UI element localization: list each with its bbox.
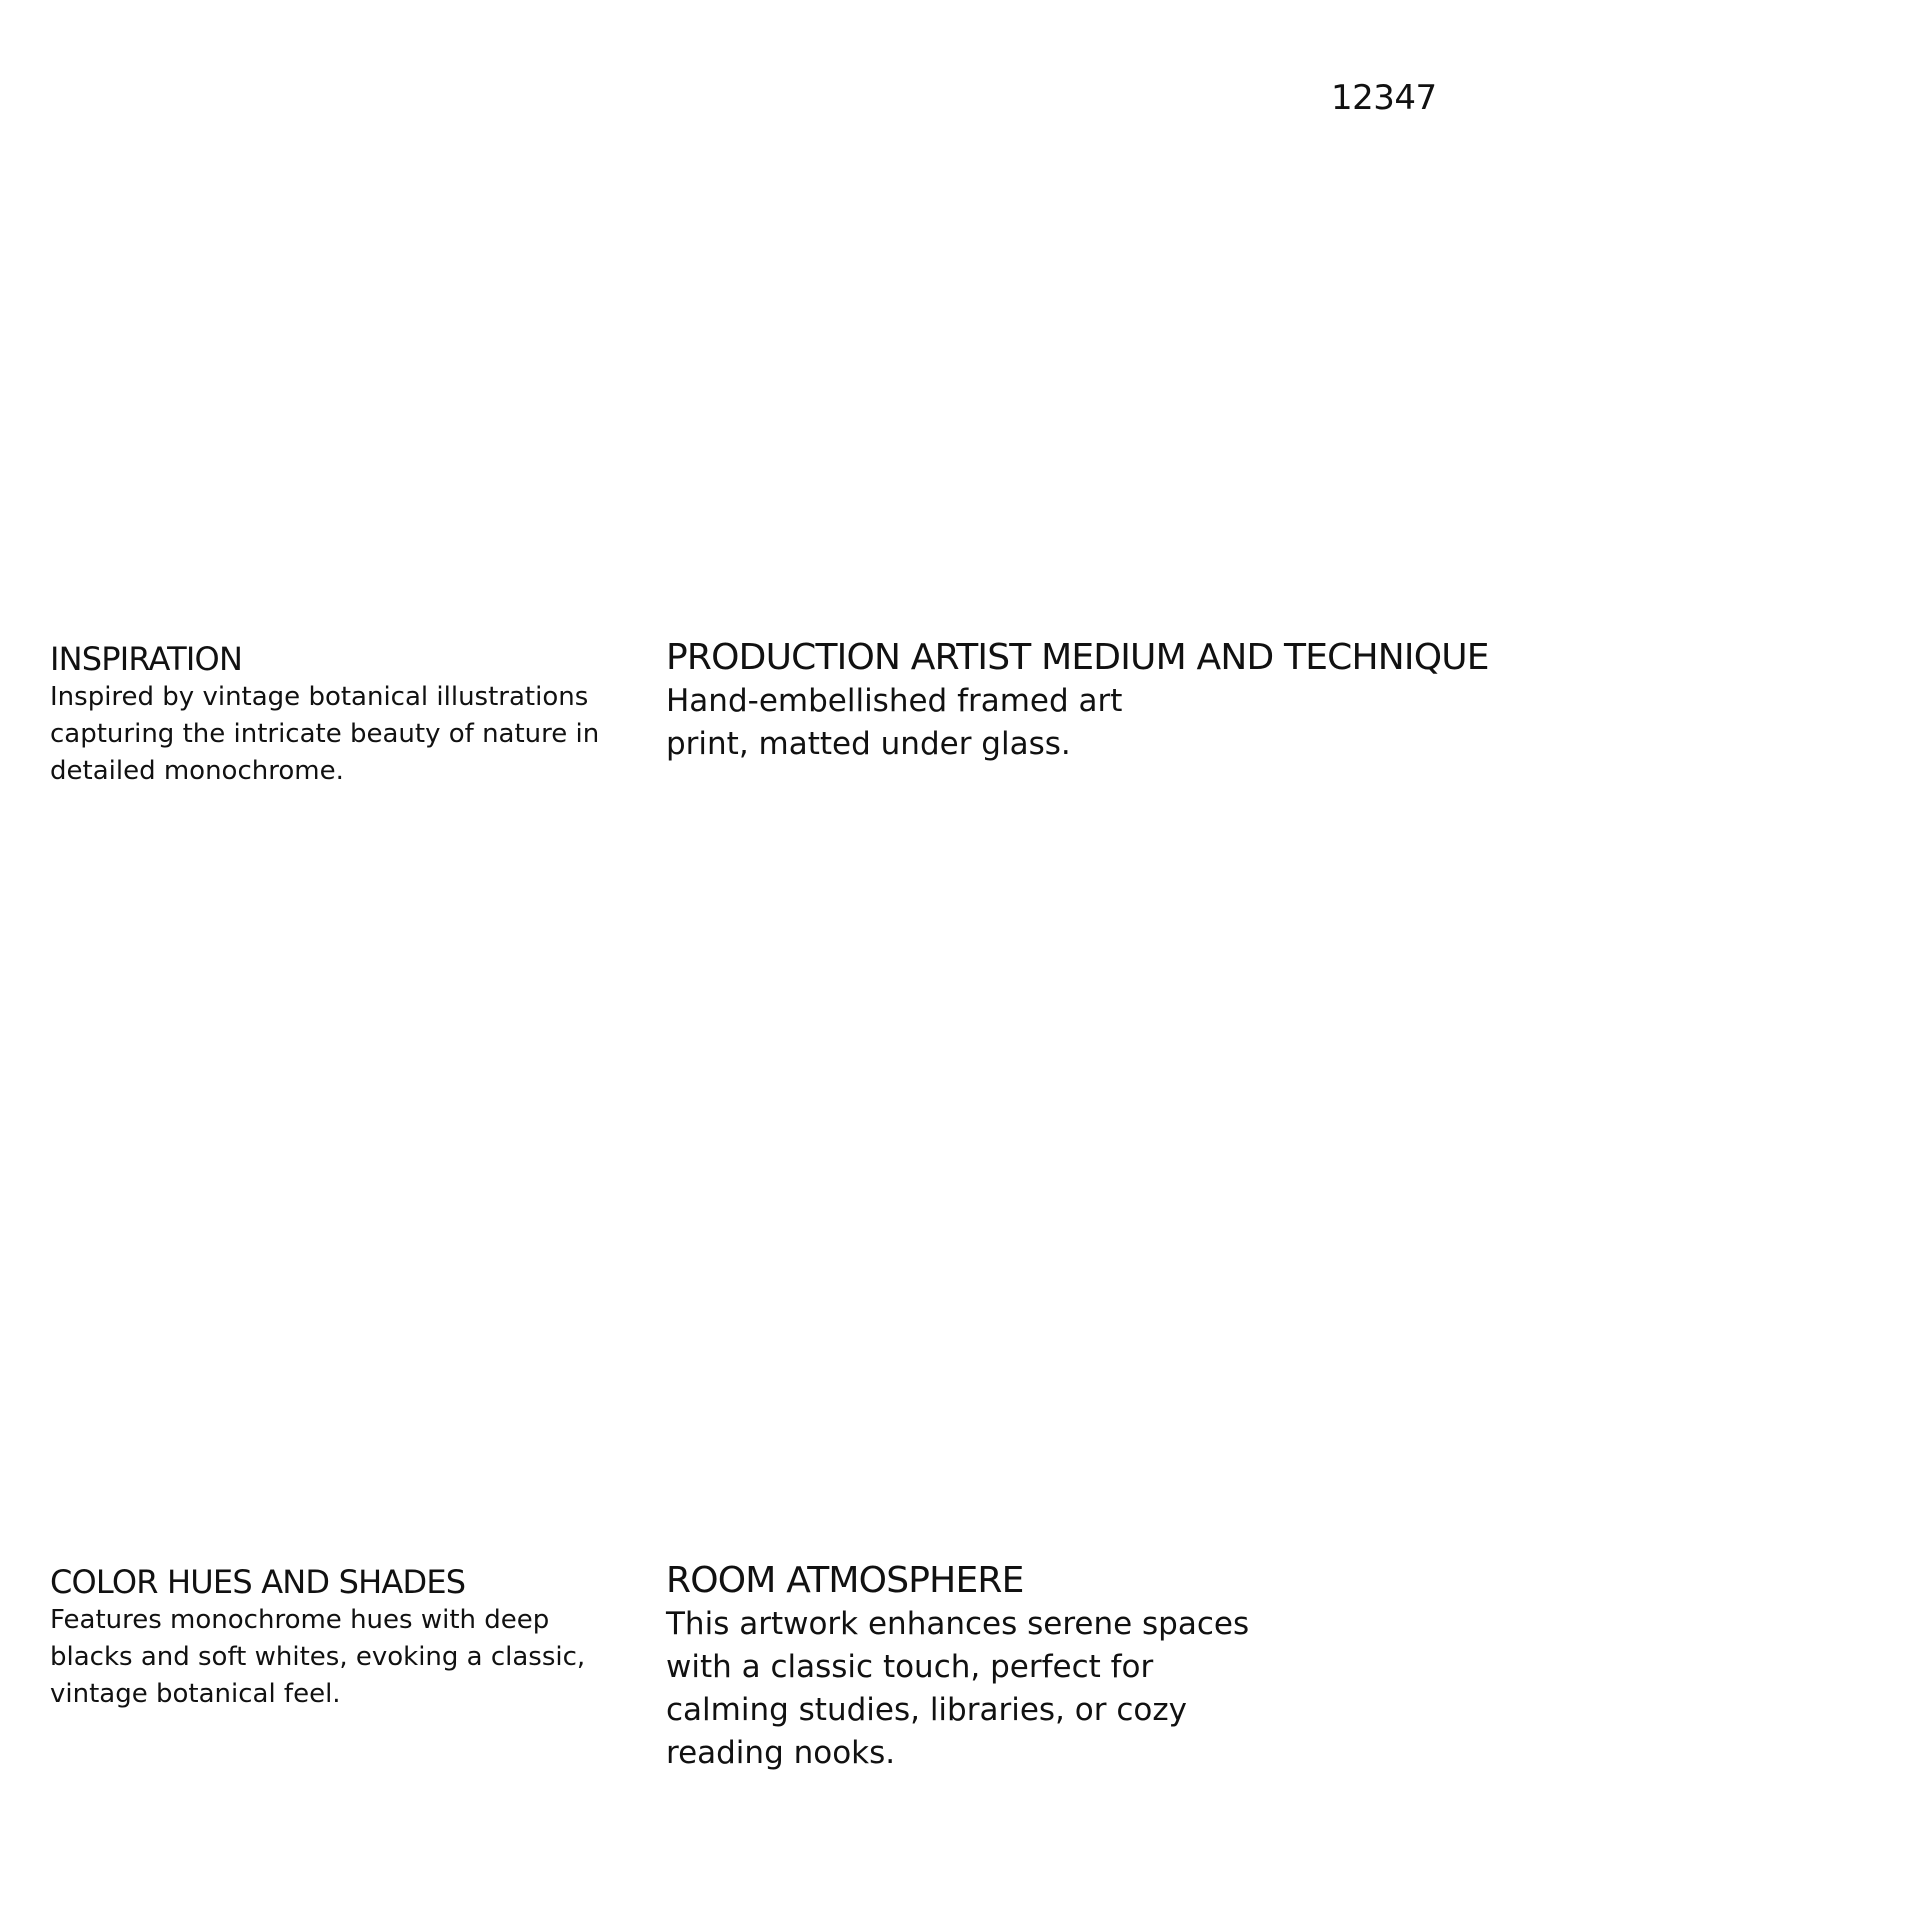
medium-technique-body: Hand-embellished framed art print, matted under glass. [666,683,1123,762]
room-atmosphere-body: This artwork enhances serene spaces with a classic touch, perfect for calming studies, libraries, or cozy reading nooks. [666,1606,1250,1771]
inspiration-body: Inspired by vintage botanical illustrations capturing the intricate beauty of nature in detailed monochrome. [50,682,600,786]
medium-technique-section [666,636,1489,766]
room-atmosphere-heading: ROOM ATMOSPHERE [666,1560,1024,1601]
medium-technique-heading: PRODUCTION ARTIST MEDIUM AND TECHNIQUE [666,637,1489,678]
inspiration-section [50,639,660,790]
color-hues-body: Features monochrome hues with deep blacks and soft whites, evoking a classic, vintage botanical feel. [50,1605,586,1709]
room-atmosphere-section [666,1559,1266,1775]
page-number: 12347 [1331,78,1437,118]
inspiration-heading: INSPIRATION [50,640,243,678]
color-hues-heading: COLOR HUES AND SHADES [50,1563,466,1601]
color-hues-section [50,1562,630,1713]
